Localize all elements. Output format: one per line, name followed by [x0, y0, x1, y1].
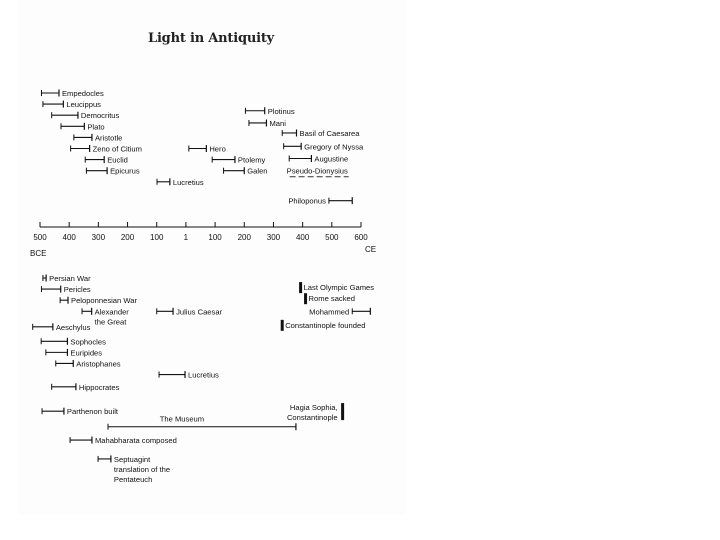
event-label: Aristophanes — [76, 359, 121, 369]
event-marker — [304, 293, 307, 304]
event-label: Alexander the Great — [94, 307, 129, 327]
person-label: Hero — [209, 144, 226, 154]
person-label: Gregory of Nyssa — [304, 142, 364, 152]
event-label: Hagia Sophia, Constantinople — [286, 403, 338, 423]
event-label: The Museum — [159, 414, 205, 424]
event-label: Septuagint translation of the Pentateuch — [113, 454, 171, 484]
axis-tick-label: 500 — [33, 233, 47, 242]
axis-tick-label: 100 — [150, 233, 164, 242]
person-label: Empedocles — [61, 89, 104, 98]
person-label: Pseudo-Dionysius — [286, 166, 348, 176]
page-title: Light in Antiquity — [148, 31, 274, 46]
event-label: Lucretius — [188, 370, 219, 380]
axis-tick-label: 1 — [183, 233, 189, 242]
event-label: Pericles — [63, 285, 91, 295]
axis-tick-label: 200 — [120, 233, 135, 242]
event-label: Rome sacked — [308, 294, 355, 304]
person-label: Philoponus — [288, 196, 326, 206]
era-label-ce: CE — [365, 245, 377, 254]
person-label: Epicurus — [110, 166, 140, 176]
event-marker — [299, 282, 302, 293]
event-label: Sophocles — [70, 337, 106, 347]
event-label: Mohammed — [309, 307, 350, 317]
event-label: Persian War — [49, 274, 91, 283]
event-label: Peloponnesian War — [71, 296, 138, 306]
axis-tick-label: 100 — [208, 233, 222, 242]
person-label: Plotinus — [267, 106, 295, 116]
person-label: Aristotle — [94, 133, 123, 143]
person-label: Mani — [269, 118, 286, 128]
event-label: Julius Caesar — [176, 307, 223, 317]
event-label: Parthenon built — [66, 407, 119, 417]
axis-tick-label: 200 — [237, 233, 251, 242]
event-label: Aeschylus — [55, 322, 91, 332]
person-label: Lucretius — [172, 177, 204, 187]
person-label: Democritus — [80, 111, 120, 121]
person-label: Basil of Caesarea — [299, 128, 360, 138]
event-label: Euripides — [70, 348, 103, 358]
axis-tick-label: 300 — [266, 233, 281, 242]
person-label: Galen — [247, 166, 268, 176]
person-label: Ptolemy — [237, 155, 266, 165]
event-label: Constantinople founded — [285, 320, 366, 330]
person-label: Euclid — [107, 155, 128, 165]
event-label: Last Olympic Games — [303, 283, 375, 293]
axis-tick-label: 400 — [295, 233, 310, 242]
axis-tick-label: 600 — [354, 233, 368, 242]
event-label: Hippocrates — [78, 382, 120, 392]
event-marker — [341, 403, 344, 420]
era-label-bce: BCE — [30, 249, 47, 258]
axis-tick-label: 500 — [325, 233, 339, 242]
person-label: Augustine — [314, 154, 349, 164]
axis-tick-label: 400 — [62, 233, 76, 242]
event-marker — [281, 320, 284, 331]
axis-tick-label: 300 — [91, 233, 106, 242]
person-label: Zeno of Citium — [92, 144, 142, 154]
person-label: Plato — [87, 122, 105, 132]
person-label: Leucippus — [66, 100, 101, 110]
event-label: Mahabharata composed — [94, 436, 177, 446]
